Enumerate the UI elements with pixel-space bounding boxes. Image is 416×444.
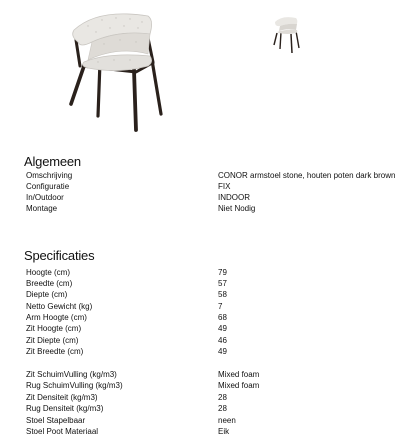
spec-label: Netto Gewicht (kg) <box>26 302 93 311</box>
spec-value: 79 <box>218 268 227 277</box>
spec-label: Zit Breedte (cm) <box>26 347 84 356</box>
spec-value: 49 <box>218 347 227 356</box>
spec-value: 68 <box>218 313 227 322</box>
spec-label: Stoel Poot Materiaal <box>26 427 99 436</box>
algemeen-value: CONOR armstoel stone, houten poten dark brown <box>218 171 396 180</box>
algemeen-value: Niet Nodig <box>218 204 256 213</box>
spec-value: Mixed foam <box>218 370 260 379</box>
section-title-algemeen: Algemeen <box>24 154 81 169</box>
spec-value: Mixed foam <box>218 381 260 390</box>
spec-label: Stoel Stapelbaar <box>26 416 86 425</box>
spec-label: Hoogte (cm) <box>26 268 71 277</box>
algemeen-value: INDOOR <box>218 193 250 202</box>
algemeen-label: Configuratie <box>26 182 70 191</box>
spec-value: 28 <box>218 393 227 402</box>
spec-label: Zit Hoogte (cm) <box>26 324 82 333</box>
algemeen-label: Montage <box>26 204 58 213</box>
spec-label: Zit Densiteit (kg/m3) <box>26 393 98 402</box>
spec-label: Rug SchuimVulling (kg/m3) <box>26 381 123 390</box>
algemeen-label: In/Outdoor <box>26 193 64 202</box>
spec-value: 28 <box>218 404 227 413</box>
spec-value: 7 <box>218 302 223 311</box>
armchair-photo-icon <box>58 4 178 134</box>
spec-value: neen <box>218 416 236 425</box>
spec-label: Zit SchuimVulling (kg/m3) <box>26 370 117 379</box>
spec-value: 58 <box>218 290 227 299</box>
spec-label: Breedte (cm) <box>26 279 73 288</box>
algemeen-value: FIX <box>218 182 231 191</box>
spec-label: Diepte (cm) <box>26 290 68 299</box>
spec-value: 49 <box>218 324 227 333</box>
spec-value: Eik <box>218 427 230 436</box>
spec-value: 46 <box>218 336 227 345</box>
section-title-specificaties: Specificaties <box>24 248 95 263</box>
armchair-thumbnail-icon[interactable] <box>270 14 304 54</box>
spec-label: Arm Hoogte (cm) <box>26 313 87 322</box>
spec-label: Rug Densiteit (kg/m3) <box>26 404 104 413</box>
spec-label: Zit Diepte (cm) <box>26 336 79 345</box>
algemeen-label: Omschrijving <box>26 171 73 180</box>
spec-value: 57 <box>218 279 227 288</box>
